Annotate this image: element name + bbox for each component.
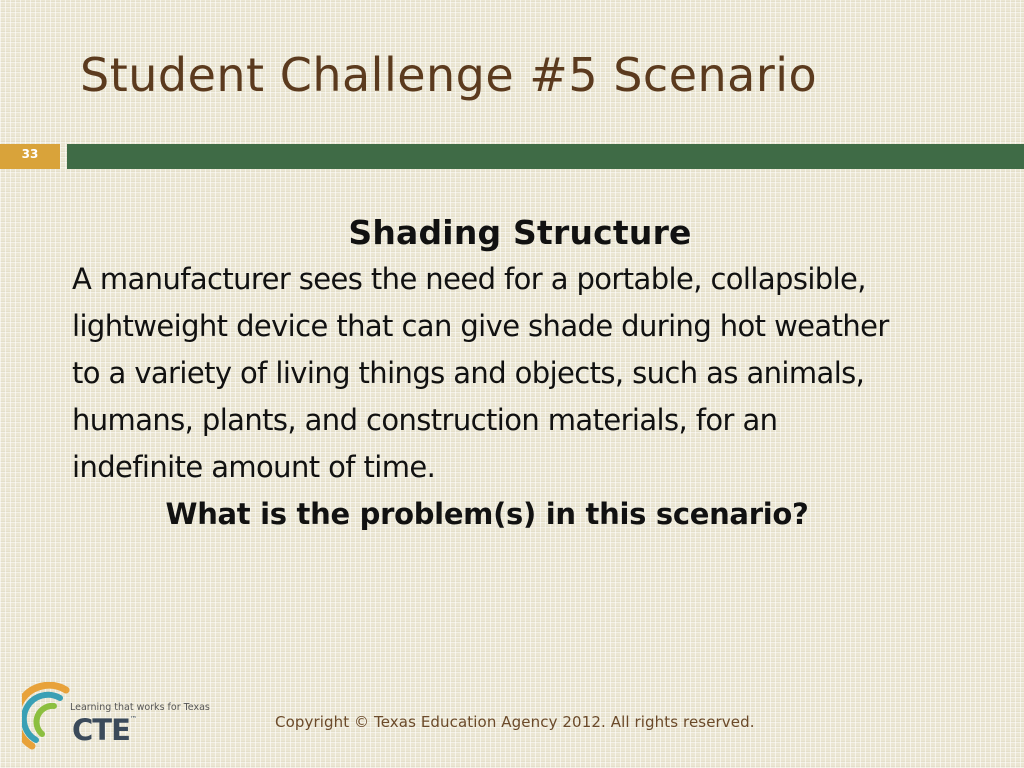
title-accent-bar xyxy=(67,144,1024,169)
logo-trademark: ™ xyxy=(129,715,136,723)
scenario-body: A manufacturer sees the need for a portable, collapsible, lightweight device that can give shade during hot weather to a variety of living things and objects, such as animals, humans, plants, and construction materials, for an indefinite amount of time. xyxy=(72,262,889,484)
slide-content xyxy=(72,210,952,538)
copyright-notice: Copyright © Texas Education Agency 2012. All rights reserved. xyxy=(275,713,755,731)
cte-logo xyxy=(22,682,222,760)
logo-tagline: Learning that works for Texas xyxy=(70,702,210,713)
scenario-question: What is the problem(s) in this scenario? xyxy=(165,497,809,531)
slide-title: Student Challenge #5 Scenario xyxy=(80,48,818,102)
scenario-subheading: Shading Structure xyxy=(348,213,692,252)
slide-number: 33 xyxy=(0,144,60,169)
logo-wordmark xyxy=(72,713,136,747)
logo-text: CTE xyxy=(72,713,130,747)
